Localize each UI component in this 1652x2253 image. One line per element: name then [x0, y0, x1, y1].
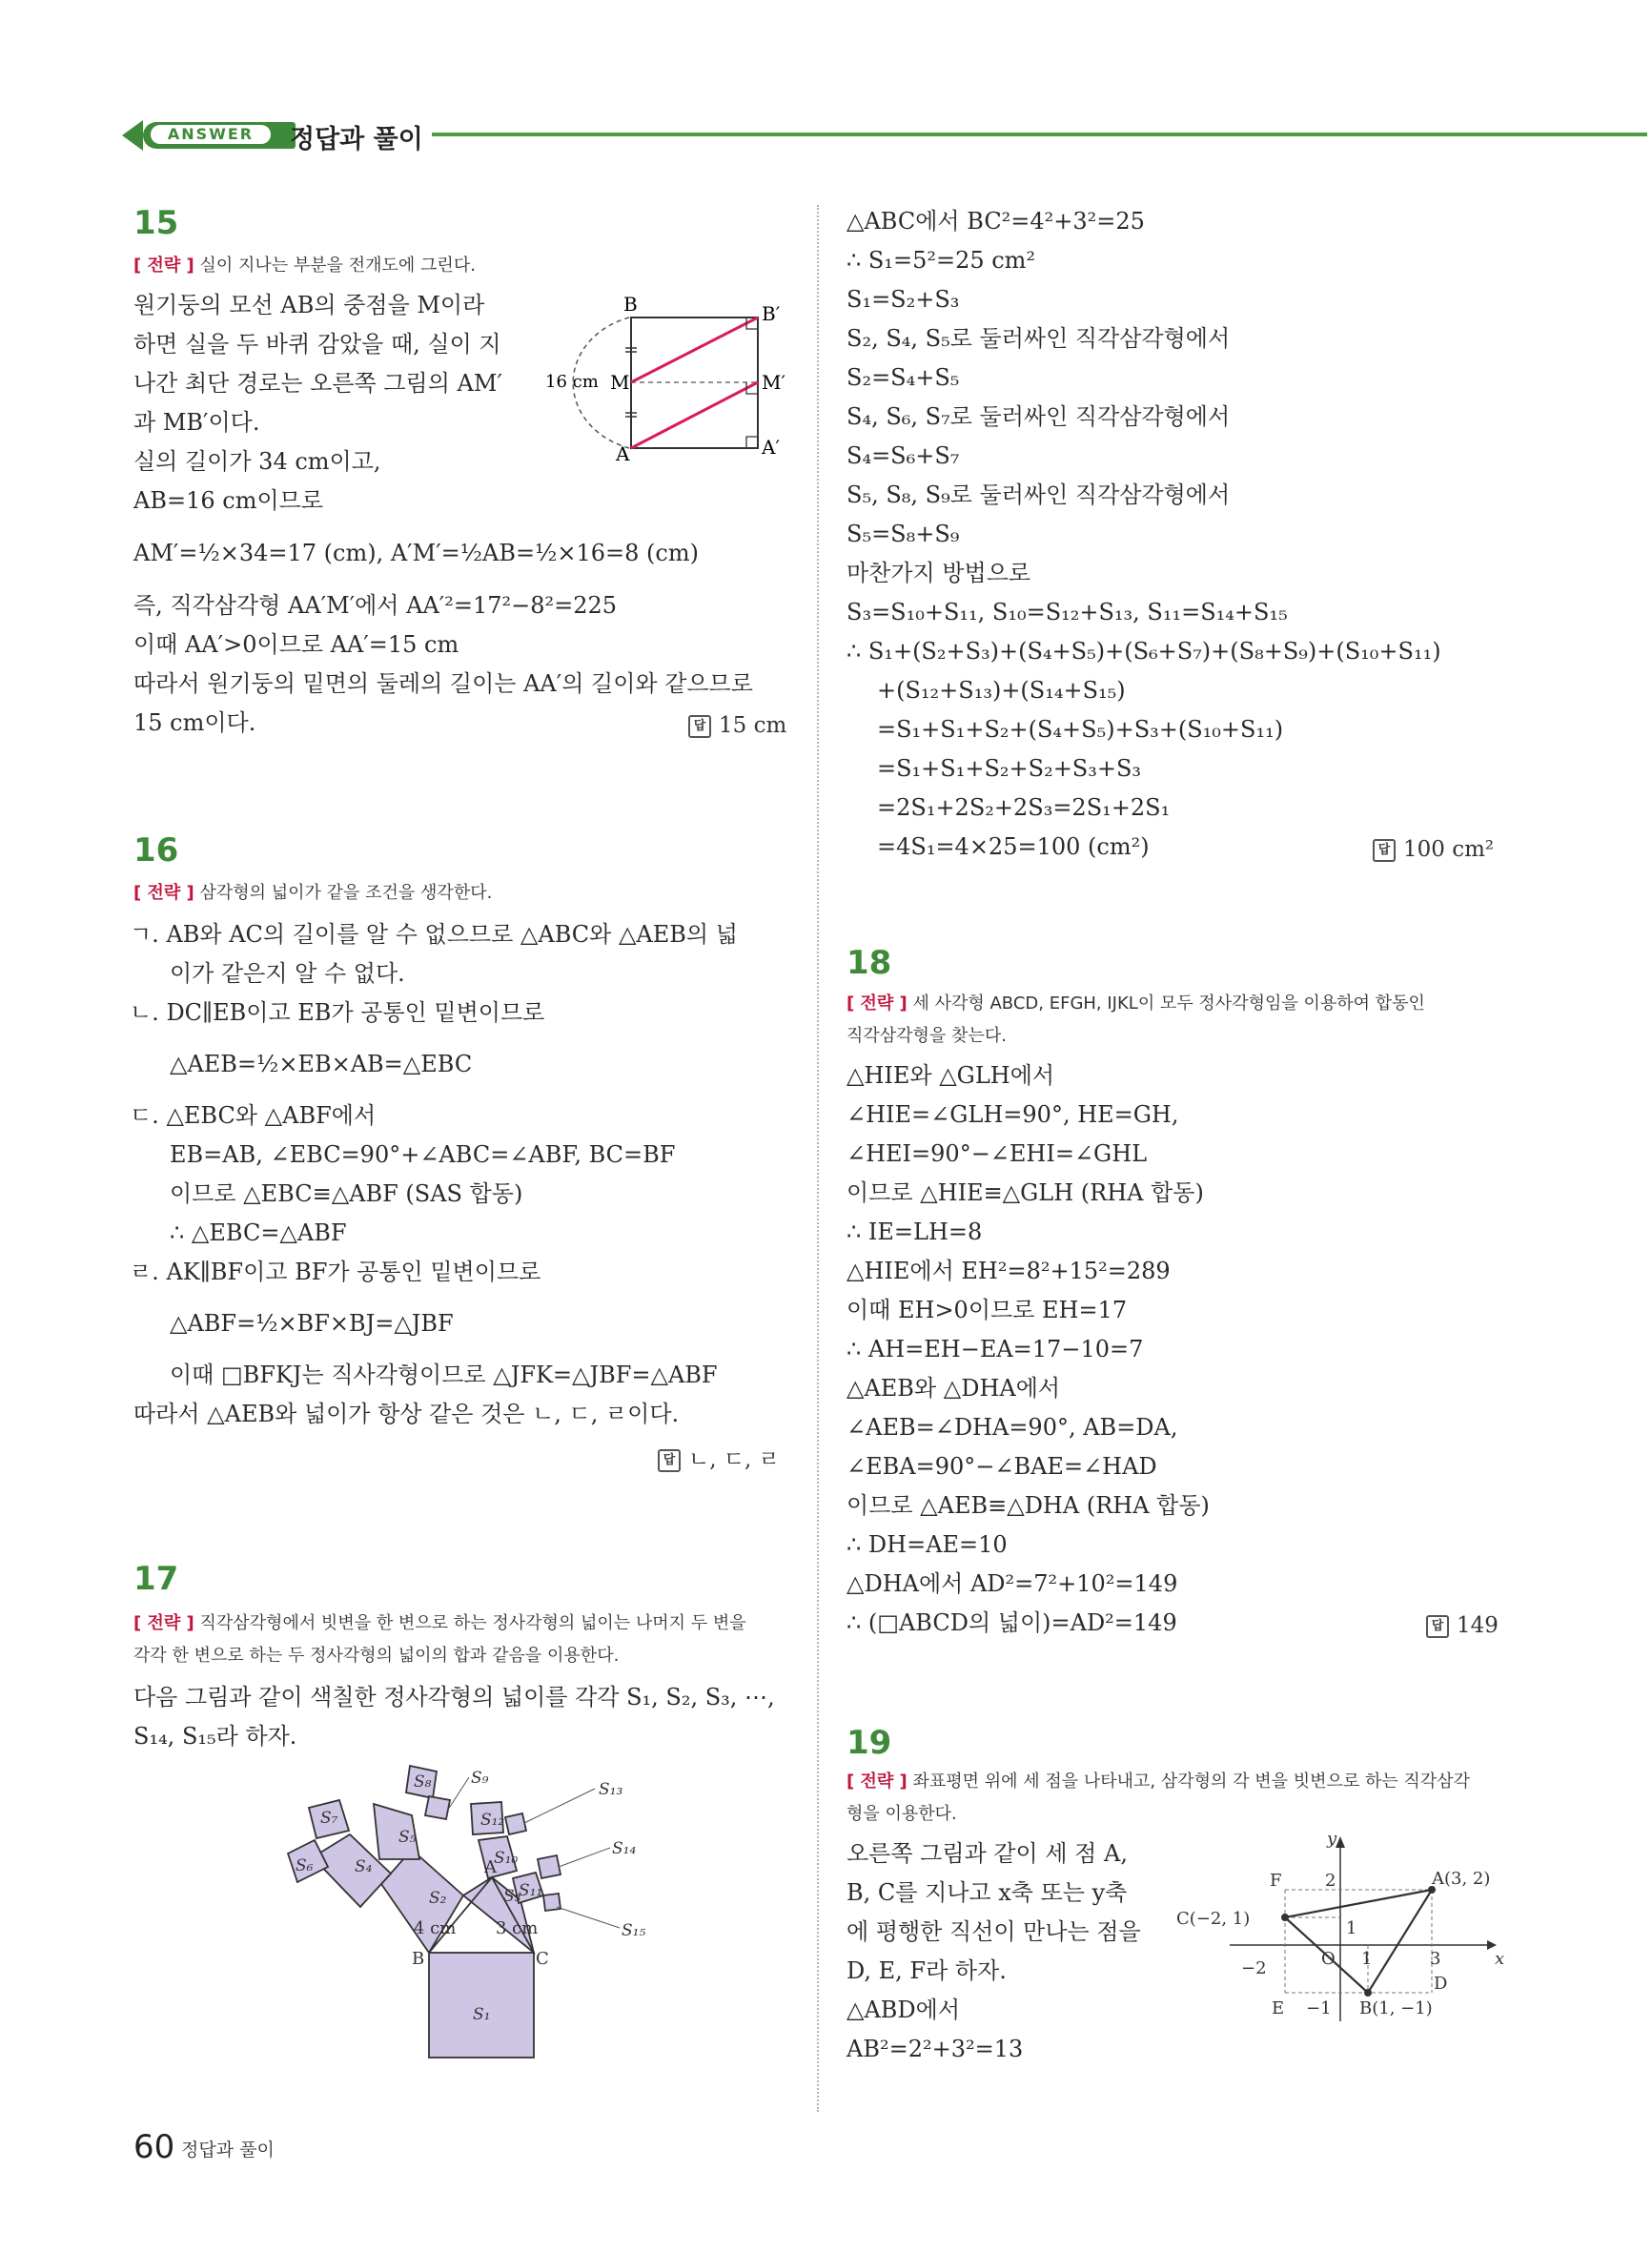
p16-line: 이므로 △EBC≡△ABF (SAS 합동): [170, 1180, 523, 1207]
label-S3: S₃: [503, 1887, 521, 1906]
p15-line: AB=16 cm이므로: [133, 487, 323, 514]
p19-line: 오른쪽 그림과 같이 세 점 A,: [846, 1840, 1128, 1867]
p15-line: 하면 실을 두 바퀴 감았을 때, 실이 지: [133, 331, 501, 358]
p17-line: S₁₄, S₁₅라 하자.: [133, 1723, 297, 1750]
p17-cont-line: ∴ S₁+(S₂+S₃)+(S₄+S₅)+(S₆+S₇)+(S₈+S₉)+(S₁₀+S₁₁): [846, 638, 1441, 665]
problem-19-number: 19: [846, 1724, 892, 1762]
p19-line: D, E, F라 하자.: [846, 1957, 1007, 1984]
p19-line: AB²=2²+3²=13: [846, 2036, 1024, 2062]
p16-line: EB=AB, ∠EBC=90°+∠ABC=∠ABF, BC=BF: [170, 1141, 676, 1168]
problem-15-number: 15: [133, 204, 179, 242]
p17-cont-line: S₂=S₄+S₅: [846, 364, 960, 391]
leader-line: [559, 1848, 610, 1867]
p18-line: △AEB와 △DHA에서: [846, 1375, 1061, 1402]
answer-mark-icon: 답: [688, 715, 711, 738]
p18-line: △DHA에서 AD²=7²+10²=149: [846, 1570, 1178, 1597]
label-A-prime: A′: [762, 436, 780, 459]
label-S10: S₁₀: [494, 1849, 519, 1868]
p15-answer: [688, 713, 786, 738]
hint-text: 실이 지나는 부분을 전개도에 그린다.: [199, 256, 476, 276]
p19-line: 에 평행한 직선이 만나는 점을: [846, 1918, 1141, 1945]
p16-answer: [658, 1442, 780, 1473]
p16-line: 따라서 △AEB와 넓이가 항상 같은 것은 ㄴ, ㄷ, ㄹ이다.: [133, 1401, 680, 1427]
point-B: [1364, 1989, 1372, 1997]
length-3cm: 3 cm: [496, 1918, 539, 1938]
p17-cont-line: S₁=S₂+S₃: [846, 286, 960, 313]
label-B-prime: B′: [762, 302, 781, 325]
p15-line: 즉, 직각삼각형 AA′M′에서 AA′²=17²−8²=225: [133, 592, 618, 619]
p18-line: 이므로 △HIE≡△GLH (RHA 합동): [846, 1179, 1204, 1206]
leader-line: [524, 1789, 595, 1823]
header-rule: [432, 133, 1647, 136]
problem-16-hint: [133, 877, 492, 910]
label-S15: S₁₅: [622, 1921, 646, 1940]
footer-label: 정답과 풀이: [181, 2140, 275, 2161]
p17-cont-line: 마찬가지 방법으로: [846, 560, 1031, 586]
y-axis-arrow-icon: [1336, 1836, 1345, 1848]
p15-line: 15 cm이다.: [133, 709, 256, 736]
label-C: C: [536, 1949, 549, 1969]
p17-cont-line: S₅=S₈+S₉: [846, 521, 960, 547]
p18-line: 이므로 △AEB≡△DHA (RHA 합동): [846, 1492, 1210, 1519]
hint-label: [ 전략 ]: [133, 256, 194, 276]
length-label: 16 cm: [545, 372, 599, 392]
right-angle-mark: [746, 437, 758, 448]
p15-line: 따라서 원기둥의 밑면의 둘레의 길이는 AA′의 길이와 같으므로: [133, 670, 753, 697]
label-B: B: [623, 293, 638, 316]
coordinate-plane-figure: [1173, 1831, 1506, 2031]
label-S13: S₁₃: [599, 1780, 623, 1799]
p15-line: 과 MB′이다.: [133, 409, 260, 436]
p17-cont-line: =2S₁+2S₂+2S₃=2S₁+2S₁: [877, 794, 1171, 821]
header-arrow-icon: [122, 120, 143, 151]
label-M: M: [610, 371, 630, 394]
p18-line: 이때 EH>0이므로 EH=17: [846, 1297, 1128, 1323]
answer-mark-icon: 답: [1373, 839, 1396, 862]
p17-cont-line: S₅, S₈, S₉로 둘러싸인 직각삼각형에서: [846, 481, 1231, 508]
p17-answer: [1373, 837, 1494, 862]
problem-19-hint-cont: 형을 이용한다.: [846, 1804, 957, 1824]
page-header: [122, 118, 1652, 153]
pythagoras-tree-figure: [267, 1764, 667, 2079]
tick-neg1: −1: [1306, 1998, 1332, 2018]
square-S9: [425, 1796, 450, 1819]
label-S5: S₅: [398, 1828, 417, 1847]
answer-value: ㄴ, ㄷ, ㄹ: [688, 1447, 780, 1472]
problem-15-hint: [133, 250, 476, 282]
point-C: [1281, 1914, 1289, 1921]
tick-2: 2: [1325, 1871, 1336, 1891]
answer-badge-label: ANSWER: [151, 125, 271, 144]
thread-segment: [631, 317, 758, 382]
label-S4: S₄: [355, 1857, 373, 1876]
tick-3: 3: [1430, 1949, 1441, 1969]
p18-line: ∴ DH=AE=10: [846, 1531, 1008, 1558]
label-S11: S₁₁: [519, 1881, 543, 1900]
triangle-ABC: [1285, 1890, 1432, 1993]
answer-value: 100 cm²: [1403, 837, 1495, 862]
hint-label: [ 전략 ]: [133, 883, 194, 903]
p16-line: 이때 □BFKJ는 직사각형이므로 △JFK=△JBF=△ABF: [170, 1362, 718, 1388]
square-S13: [505, 1813, 526, 1834]
problem-17-hint-cont: 각각 한 변으로 하는 두 정사각형의 넓이의 합과 같음을 이용한다.: [133, 1646, 620, 1666]
p18-line: ∠EBA=90°−∠BAE=∠HAD: [846, 1453, 1157, 1480]
p17-cont-line: S₄=S₆+S₇: [846, 442, 960, 469]
x-label: x: [1495, 1949, 1505, 1969]
problem-19-hint: [846, 1766, 1470, 1798]
square-S15: [543, 1894, 561, 1911]
p16-line: ㄱ. AB와 AC의 길이를 알 수 없으므로 △ABC와 △AEB의 넓: [130, 921, 738, 948]
p18-line: ∠AEB=∠DHA=90°, AB=DA,: [846, 1414, 1178, 1441]
p16-line: 이가 같은지 알 수 없다.: [170, 960, 405, 987]
label-B: B(1, −1): [1359, 1998, 1433, 2018]
square-S14: [538, 1855, 561, 1878]
label-S14: S₁₄: [612, 1839, 637, 1858]
answer-mark-icon: 답: [658, 1449, 681, 1472]
p17-cont-line: △ABC에서 BC²=4²+3²=25: [846, 208, 1145, 235]
label-B: B: [412, 1949, 425, 1969]
problem-17-hint: [133, 1608, 746, 1640]
p18-line: ∴ (□ABCD의 넓이)=AD²=149: [846, 1609, 1177, 1636]
problem-16-number: 16: [133, 831, 179, 870]
p16-line: ㄷ. △EBC와 △ABF에서: [130, 1102, 377, 1129]
label-M-prime: M′: [762, 371, 786, 394]
hint-label: [ 전략 ]: [846, 1772, 908, 1792]
label-A: A(3, 2): [1432, 1869, 1491, 1889]
answer-value: 15 cm: [719, 713, 787, 738]
p17-cont-line: =S₁+S₁+S₂+S₂+S₃+S₃: [877, 755, 1142, 782]
p18-line: △HIE에서 EH²=8²+15²=289: [846, 1258, 1171, 1284]
tick-1: 1: [1346, 1918, 1357, 1938]
p16-line: △ABF=½×BF×BJ=△JBF: [170, 1310, 454, 1337]
hint-text: 삼각형의 넓이가 같을 조건을 생각한다.: [199, 883, 493, 903]
p18-line: △HIE와 △GLH에서: [846, 1062, 1055, 1089]
problem-18-hint-cont: 직각삼각형을 찾는다.: [846, 1026, 1007, 1046]
leader-line: [557, 1907, 620, 1928]
label-A: A: [484, 1857, 497, 1877]
p19-line: B, C를 지나고 x축 또는 y축: [846, 1879, 1128, 1906]
label-A: A: [616, 442, 630, 465]
p19-line: △ABD에서: [846, 1997, 961, 2023]
p18-line: ∠HIE=∠GLH=90°, HE=GH,: [846, 1101, 1179, 1128]
label-D: D: [1434, 1974, 1448, 1994]
p17-line: 다음 그림과 같이 색칠한 정사각형의 넓이를 각각 S₁, S₂, S₃, ⋯,: [133, 1684, 775, 1710]
problem-18-hint: [846, 988, 1425, 1020]
p17-cont-line: S₃=S₁₀+S₁₁, S₁₀=S₁₂+S₁₃, S₁₁=S₁₄+S₁₅: [846, 599, 1288, 625]
p17-cont-line: S₂, S₄, S₅로 둘러싸인 직각삼각형에서: [846, 325, 1231, 352]
label-S8: S₈: [414, 1772, 432, 1792]
p16-line: △AEB=½×EB×AB=△EBC: [170, 1051, 473, 1077]
p17-cont-line: +(S₁₂+S₁₃)+(S₁₄+S₁₅): [877, 677, 1126, 704]
hint-text: 직각삼각형에서 빗변을 한 변으로 하는 정사각형의 넓이는 나머지 두 변을: [199, 1613, 746, 1633]
page-number: 60: [133, 2128, 175, 2166]
y-label: y: [1327, 1831, 1337, 1849]
hint-label: [ 전략 ]: [133, 1613, 194, 1633]
cylinder-net-figure: [543, 286, 796, 467]
problem-17-number: 17: [133, 1560, 179, 1598]
answer-badge: [143, 122, 296, 149]
p17-cont-line: =4S₁=4×25=100 (cm²): [877, 833, 1150, 860]
label-S9: S₉: [471, 1769, 489, 1788]
header-title: 정답과 풀이: [290, 125, 423, 154]
label-S12: S₁₂: [480, 1811, 505, 1830]
label-F: F: [1270, 1871, 1282, 1891]
origin-label: O: [1321, 1949, 1336, 1969]
p18-line: ∴ IE=LH=8: [846, 1219, 983, 1245]
leader-line: [448, 1777, 469, 1810]
p16-line: ∴ △EBC=△ABF: [170, 1219, 347, 1246]
column-divider: [817, 205, 819, 2112]
length-4cm: 4 cm: [414, 1918, 457, 1938]
hint-text: 좌표평면 위에 세 점을 나타내고, 삼각형의 각 변을 빗변으로 하는 직각삼각: [912, 1772, 1471, 1792]
p15-line: 이때 AA′>0이므로 AA′=15 cm: [133, 631, 459, 658]
answer-value: 149: [1457, 1613, 1499, 1638]
p17-cont-line: ∴ S₁=5²=25 cm²: [846, 247, 1036, 274]
thread-segment: [631, 382, 758, 448]
p15-line: AM′=½×34=17 (cm), A′M′=½AB=½×16=8 (cm): [133, 540, 699, 566]
label-S6: S₆: [296, 1856, 314, 1875]
p15-line: 실의 길이가 34 cm이고,: [133, 448, 381, 475]
p15-line: 나간 최단 경로는 오른쪽 그림의 AM′: [133, 370, 502, 397]
label-S7: S₇: [320, 1809, 338, 1828]
hint-label: [ 전략 ]: [846, 993, 908, 1014]
p16-line: ㄹ. AK∥BF이고 BF가 공통인 밑변이므로: [130, 1259, 541, 1285]
p16-line: ㄴ. DC∥EB이고 EB가 공통인 밑변이므로: [130, 999, 545, 1026]
tick-1x: 1: [1361, 1949, 1373, 1969]
answer-mark-icon: 답: [1426, 1615, 1449, 1638]
label-S1: S₁: [473, 2005, 491, 2024]
problem-18-number: 18: [846, 944, 892, 982]
label-E: E: [1272, 1998, 1285, 2018]
p17-cont-line: S₄, S₆, S₇로 둘러싸인 직각삼각형에서: [846, 403, 1231, 430]
p18-line: ∠HEI=90°−∠EHI=∠GHL: [846, 1140, 1148, 1167]
tick-neg2: −2: [1241, 1958, 1267, 1978]
hint-text: 세 사각형 ABCD, EFGH, IJKL이 모두 정사각형임을 이용하여 합동인: [912, 993, 1425, 1014]
p18-answer: [1426, 1613, 1499, 1638]
p18-line: ∴ AH=EH−EA=17−10=7: [846, 1336, 1144, 1362]
label-S2: S₂: [429, 1889, 447, 1908]
p17-cont-line: =S₁+S₁+S₂+(S₄+S₅)+S₃+(S₁₀+S₁₁): [877, 716, 1284, 743]
label-C: C(−2, 1): [1176, 1909, 1251, 1929]
p15-line: 원기둥의 모선 AB의 중점을 M이라: [133, 292, 485, 318]
